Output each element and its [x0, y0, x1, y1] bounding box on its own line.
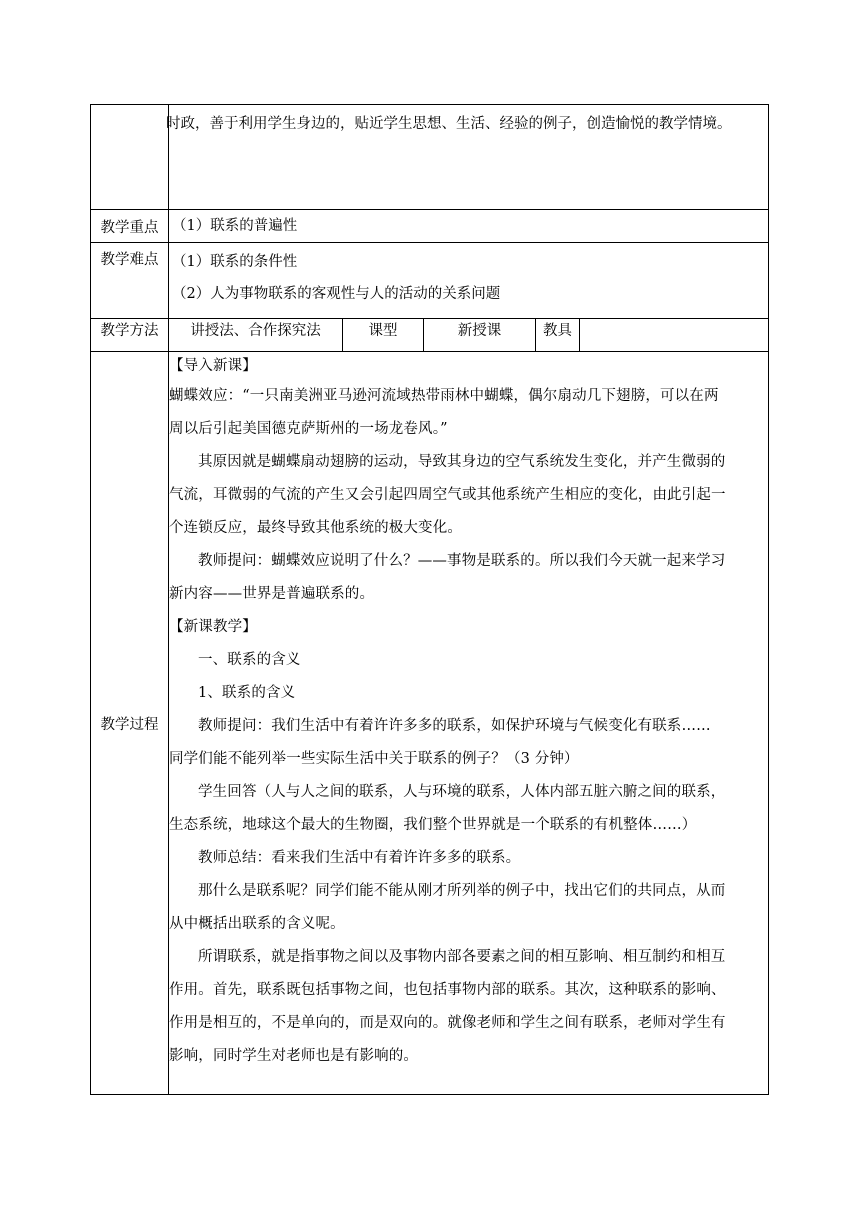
process-row [91, 352, 769, 1095]
paragraph-line: 周以后引起美国德克萨斯州的一场龙卷风。” [169, 421, 448, 437]
section-heading: 【新课教学】 [169, 619, 257, 635]
paragraph-line: 生态系统，地球这个最大的生物圈，我们整个世界就是一个联系的有机整体……） [169, 817, 697, 833]
paragraph-line: 同学们能不能列举一些实际生活中关于联系的例子？（3 分钟） [169, 751, 579, 767]
paragraph-line: 新内容——世界是普遍联系的。 [169, 586, 375, 602]
method-label: 教学方法 [91, 319, 169, 352]
type-value: 新授课 [424, 319, 536, 352]
paragraph-line: 气流，耳微弱的气流的产生又会引起四周空气或其他系统产生相应的变化，由此引起一 [169, 487, 726, 503]
paragraph-line: 作用。首先，联系既包括事物之间，也包括事物内部的联系。其次，这种联系的影响、 [169, 982, 726, 998]
paragraph-line: 学生回答（人与人之间的联系，人与环境的联系，人体内部五脏六腑之间的联系， [198, 784, 726, 800]
paragraph-line: 那什么是联系呢？同学们能不能从刚才所列举的例子中，找出它们的共同点，从而 [198, 883, 726, 899]
key-point-item: （1）联系的普遍性 [172, 218, 298, 234]
difficulty-item: （1）联系的条件性 [172, 254, 298, 270]
difficulties-row [91, 243, 769, 319]
difficulties-label-text: 教学难点 [100, 252, 159, 268]
difficulties-label [91, 243, 169, 319]
difficulties-cell [169, 243, 769, 319]
lesson-plan-table [90, 104, 769, 1095]
section-heading: 【导入新课】 [169, 358, 257, 374]
key-points-cell [169, 210, 769, 243]
continuation-row [91, 105, 769, 210]
empty-label-cell [91, 105, 169, 210]
tools-value [580, 319, 769, 352]
method-value: 讲授法、合作探究法 [169, 319, 343, 352]
paragraph-line: 从中概括出联系的含义呢。 [169, 916, 345, 932]
paragraph-line: 教师提问：蝴蝶效应说明了什么？——事物是联系的。所以我们今天就一起来学习 [198, 553, 726, 569]
process-label: 教学过程 [91, 352, 169, 1095]
paragraph-line: 教师提问：我们生活中有着许许多多的联系，如保护环境与气候变化有联系…… [198, 718, 711, 734]
difficulty-item: （2）人为事物联系的客观性与人的活动的关系问题 [172, 286, 501, 302]
paragraph-line: 蝴蝶效应：“一只南美洲亚马逊河流域热带雨林中蝴蝶，偶尔扇动几下翅膀，可以在两 [169, 388, 719, 404]
type-label: 课型 [343, 319, 424, 352]
key-points-label: 教学重点 [91, 210, 169, 243]
continuation-text-cell [166, 105, 769, 210]
paragraph-line: 作用是相互的，不是单向的，而是双向的。就像老师和学生之间有联系，老师对学生有 [169, 1015, 726, 1031]
paragraph-line: 其原因就是蝴蝶扇动翅膀的运动，导致其身边的空气系统发生变化，并产生微弱的 [198, 454, 726, 470]
paragraph-line: 教师总结：看来我们生活中有着许许多多的联系。 [198, 850, 521, 866]
paragraph-line: 影响，同时学生对老师也是有影响的。 [169, 1048, 419, 1064]
paragraph-line: 个连锁反应，最终导致其他系统的极大变化。 [169, 520, 462, 536]
continuation-text: 时政，善于利用学生身边的，贴近学生思想、生活、经验的例子，创造愉悦的教学情境。 [166, 116, 732, 132]
process-content [169, 352, 769, 1095]
tools-label: 教具 [536, 319, 580, 352]
key-points-row [91, 210, 769, 243]
method-row [91, 319, 769, 352]
paragraph-line: 所谓联系，就是指事物之间以及事物内部各要素之间的相互影响、相互制约和相互 [198, 949, 726, 965]
subsection-heading: 1、联系的含义 [198, 685, 296, 701]
subsection-heading: 一、联系的含义 [198, 652, 301, 668]
